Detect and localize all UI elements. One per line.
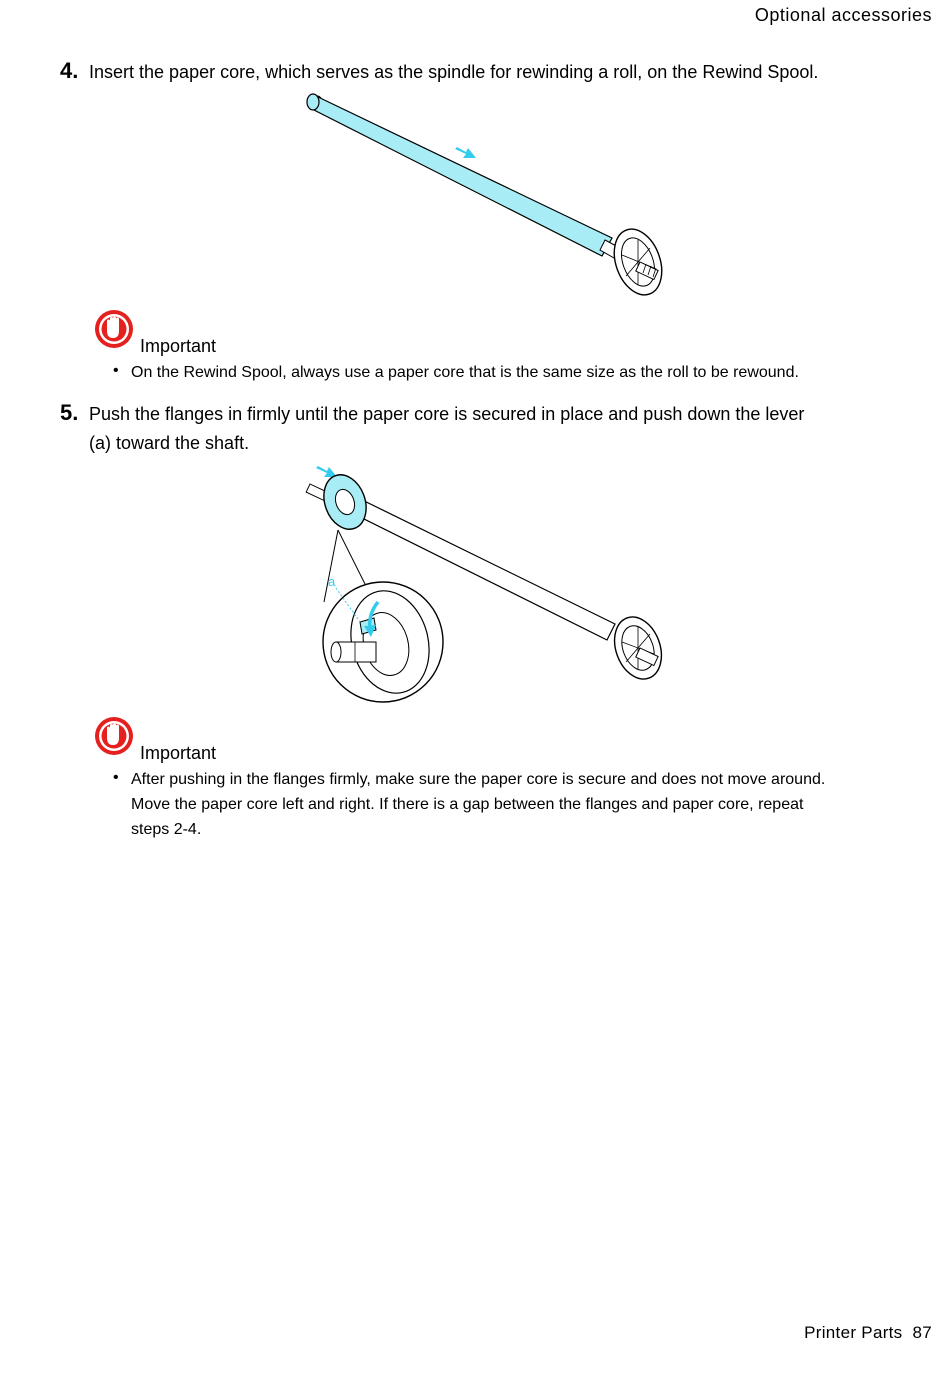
page-footer xyxy=(794,1323,932,1343)
running-header: Optional accessories xyxy=(754,5,932,25)
step-5-text-line1: Push the flanges in firmly until the paper core is secured in place and push down the lever xyxy=(89,404,805,424)
figure-insert-paper-core xyxy=(300,90,680,305)
important-bullet-line-3: steps 2-4. xyxy=(131,821,202,838)
important-label: Important xyxy=(140,336,217,356)
callout-a: a xyxy=(328,574,336,589)
footer-chapter: Printer Parts xyxy=(804,1323,903,1342)
page-number: 87 xyxy=(912,1323,932,1342)
important-bullet-line-2: Move the paper core left and right. If there is a gap between the flanges and paper core, repeat xyxy=(131,796,804,813)
step-5-text-line2: (a) toward the shaft. xyxy=(89,433,250,453)
bullet-marker: • xyxy=(113,362,119,379)
important-bullet-line-1: After pushing in the flanges firmly, make sure the paper core is secure and does not move around. xyxy=(131,771,826,788)
step-5-number: 5. xyxy=(60,400,79,425)
step-4-text: Insert the paper core, which serves as the spindle for rewinding a roll, on the Rewind Spool. xyxy=(89,62,819,82)
step-4-number: 4. xyxy=(60,58,79,83)
important-hand-icon xyxy=(94,309,134,349)
important-hand-icon xyxy=(94,716,134,756)
bullet-marker: • xyxy=(113,769,119,786)
important-bullet-text: On the Rewind Spool, always use a paper core that is the same size as the roll to be rewound. xyxy=(131,364,799,381)
important-label: Important xyxy=(140,743,217,763)
figure-push-flanges xyxy=(300,462,680,707)
